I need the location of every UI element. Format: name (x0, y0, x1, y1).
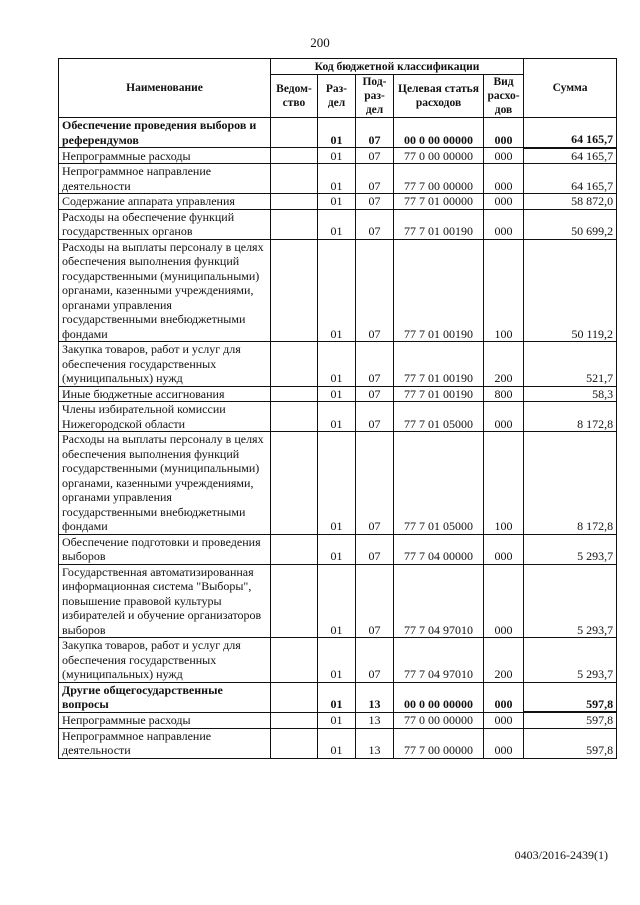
row-celevaya: 77 0 00 00000 (394, 148, 484, 164)
row-name: Государственная автоматизированная информационная система "Выборы", повышение правовой культуры избирателей и обучение организаторов выборов (59, 564, 271, 638)
row-podrazdel: 07 (356, 432, 394, 535)
row-vedomstvo (271, 638, 318, 683)
row-podrazdel: 13 (356, 682, 394, 712)
row-celevaya: 77 0 00 00000 (394, 712, 484, 728)
table-row (59, 728, 617, 758)
row-sum: 64 165,7 (524, 118, 617, 148)
row-podrazdel: 07 (356, 209, 394, 239)
row-celevaya: 77 7 01 00190 (394, 239, 484, 342)
row-name: Непрограммное направление деятельности (59, 164, 271, 194)
row-name: Другие общегосударственные вопросы (59, 682, 271, 712)
row-name: Расходы на обеспечение функций государственных органов (59, 209, 271, 239)
col-header-celevaya: Целевая статья расходов (394, 75, 484, 118)
row-razdel: 01 (318, 402, 356, 432)
table-row (59, 118, 617, 148)
row-celevaya: 00 0 00 00000 (394, 682, 484, 712)
row-razdel: 01 (318, 712, 356, 728)
row-podrazdel: 13 (356, 712, 394, 728)
table-row (59, 432, 617, 535)
row-vid: 000 (484, 209, 524, 239)
row-razdel: 01 (318, 682, 356, 712)
row-vid: 000 (484, 712, 524, 728)
row-name: Закупка товаров, работ и услуг для обеспечения государственных (муниципальных) нужд (59, 638, 271, 683)
row-sum: 64 165,7 (524, 164, 617, 194)
row-sum: 5 293,7 (524, 534, 617, 564)
row-celevaya: 77 7 00 00000 (394, 728, 484, 758)
table-row (59, 564, 617, 638)
row-vid: 000 (484, 194, 524, 210)
table-row (59, 712, 617, 728)
row-razdel: 01 (318, 148, 356, 164)
row-razdel: 01 (318, 194, 356, 210)
row-vedomstvo (271, 164, 318, 194)
table-row (59, 386, 617, 402)
row-celevaya: 77 7 01 00190 (394, 342, 484, 387)
row-podrazdel: 07 (356, 342, 394, 387)
row-podrazdel: 07 (356, 638, 394, 683)
row-name: Непрограммное направление деятельности (59, 728, 271, 758)
row-razdel: 01 (318, 638, 356, 683)
table-row (59, 148, 617, 164)
table-body (59, 118, 617, 759)
row-celevaya: 77 7 00 00000 (394, 164, 484, 194)
row-vid: 000 (484, 148, 524, 164)
row-vedomstvo (271, 194, 318, 210)
row-vedomstvo (271, 209, 318, 239)
row-sum: 5 293,7 (524, 638, 617, 683)
row-name: Члены избирательной комиссии Нижегородской области (59, 402, 271, 432)
row-celevaya: 77 7 01 00190 (394, 386, 484, 402)
row-vid: 000 (484, 118, 524, 148)
row-podrazdel: 07 (356, 239, 394, 342)
row-podrazdel: 07 (356, 564, 394, 638)
row-vid: 200 (484, 342, 524, 387)
row-vedomstvo (271, 239, 318, 342)
row-razdel: 01 (318, 386, 356, 402)
table-row (59, 534, 617, 564)
row-vid: 100 (484, 432, 524, 535)
col-header-podrazdel: Под-раз-дел (356, 75, 394, 118)
row-razdel: 01 (318, 164, 356, 194)
row-sum: 521,7 (524, 342, 617, 387)
row-razdel: 01 (318, 728, 356, 758)
row-sum: 50 119,2 (524, 239, 617, 342)
table-row (59, 342, 617, 387)
row-razdel: 01 (318, 564, 356, 638)
table-row (59, 402, 617, 432)
row-sum: 50 699,2 (524, 209, 617, 239)
row-podrazdel: 13 (356, 728, 394, 758)
page-number: 200 (310, 35, 330, 50)
row-vedomstvo (271, 148, 318, 164)
row-podrazdel: 07 (356, 386, 394, 402)
row-razdel: 01 (318, 209, 356, 239)
row-vid: 800 (484, 386, 524, 402)
col-header-vedomstvo: Ведом-ство (271, 75, 318, 118)
row-vedomstvo (271, 118, 318, 148)
col-header-razdel: Раз-дел (318, 75, 356, 118)
table-row (59, 164, 617, 194)
row-sum: 8 172,8 (524, 432, 617, 535)
row-vedomstvo (271, 712, 318, 728)
table-row (59, 638, 617, 683)
row-vid: 000 (484, 402, 524, 432)
row-podrazdel: 07 (356, 118, 394, 148)
header-row-top (59, 59, 617, 75)
row-sum: 8 172,8 (524, 402, 617, 432)
row-vedomstvo (271, 534, 318, 564)
row-vedomstvo (271, 682, 318, 712)
row-name: Расходы на выплаты персоналу в целях обеспечения выполнения функций государственными (муниципальными) органами, казенными учреждениями, органами управления государственными внебюджетными фондами (59, 432, 271, 535)
row-podrazdel: 07 (356, 164, 394, 194)
table-row (59, 209, 617, 239)
row-name: Непрограммные расходы (59, 148, 271, 164)
row-name: Непрограммные расходы (59, 712, 271, 728)
row-vid: 100 (484, 239, 524, 342)
budget-table (58, 58, 617, 759)
row-celevaya: 77 7 01 00000 (394, 194, 484, 210)
row-celevaya: 77 7 01 05000 (394, 402, 484, 432)
row-celevaya: 77 7 04 97010 (394, 638, 484, 683)
row-podrazdel: 07 (356, 534, 394, 564)
row-vid: 200 (484, 638, 524, 683)
row-name: Расходы на выплаты персоналу в целях обеспечения выполнения функций государственными (муниципальными) органами, казенными учреждениями, органами управления государственными внебюджетными фондами (59, 239, 271, 342)
row-celevaya: 77 7 04 00000 (394, 534, 484, 564)
row-vedomstvo (271, 564, 318, 638)
row-celevaya: 00 0 00 00000 (394, 118, 484, 148)
row-sum: 58 872,0 (524, 194, 617, 210)
row-razdel: 01 (318, 432, 356, 535)
row-razdel: 01 (318, 239, 356, 342)
col-header-vid: Вид расхо-дов (484, 75, 524, 118)
row-name: Закупка товаров, работ и услуг для обеспечения государственных (муниципальных) нужд (59, 342, 271, 387)
row-name: Обеспечение подготовки и проведения выборов (59, 534, 271, 564)
row-sum: 5 293,7 (524, 564, 617, 638)
footer-code: 0403/2016-2439(1) (514, 848, 608, 862)
row-razdel: 01 (318, 118, 356, 148)
row-vid: 000 (484, 534, 524, 564)
row-sum: 597,8 (524, 712, 617, 728)
row-celevaya: 77 7 04 97010 (394, 564, 484, 638)
row-vedomstvo (271, 342, 318, 387)
row-celevaya: 77 7 01 05000 (394, 432, 484, 535)
row-vid: 000 (484, 682, 524, 712)
col-header-classification: Код бюджетной классификации (271, 59, 524, 75)
row-sum: 597,8 (524, 728, 617, 758)
row-name: Иные бюджетные ассигнования (59, 386, 271, 402)
row-celevaya: 77 7 01 00190 (394, 209, 484, 239)
row-sum: 58,3 (524, 386, 617, 402)
row-name: Содержание аппарата управления (59, 194, 271, 210)
col-header-sum: Сумма (524, 59, 617, 118)
row-sum: 64 165,7 (524, 148, 617, 164)
row-vedomstvo (271, 728, 318, 758)
row-vedomstvo (271, 386, 318, 402)
table-row (59, 239, 617, 342)
table-row (59, 682, 617, 712)
row-name: Обеспечение проведения выборов и референдумов (59, 118, 271, 148)
row-razdel: 01 (318, 342, 356, 387)
row-podrazdel: 07 (356, 194, 394, 210)
row-sum: 597,8 (524, 682, 617, 712)
row-podrazdel: 07 (356, 402, 394, 432)
row-vedomstvo (271, 432, 318, 535)
row-vid: 000 (484, 164, 524, 194)
row-vid: 000 (484, 728, 524, 758)
row-razdel: 01 (318, 534, 356, 564)
table-row (59, 194, 617, 210)
row-vid: 000 (484, 564, 524, 638)
row-podrazdel: 07 (356, 148, 394, 164)
col-header-name: Наименование (59, 59, 271, 118)
row-vedomstvo (271, 402, 318, 432)
